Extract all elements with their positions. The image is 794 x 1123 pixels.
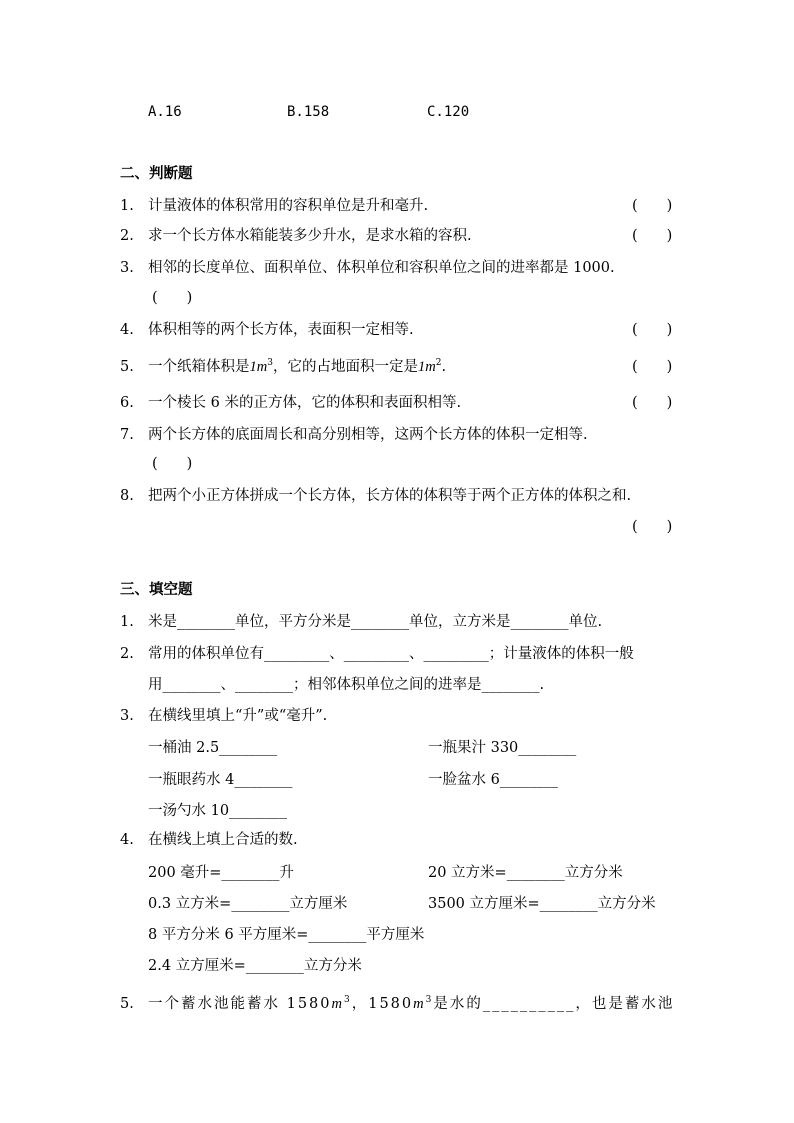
unit-m3-a: m bbox=[331, 996, 344, 1012]
fill-3-item-b[interactable]: 一瓶果汁 330________ bbox=[428, 740, 577, 756]
judge-text-5b: ，它的占地面积一定是 bbox=[272, 359, 418, 375]
judge-num-1: 1. bbox=[120, 198, 134, 214]
judge-text-8: 把两个小正方体拼成一个长方体，长方体的体积等于两个正方体的体积之和. bbox=[148, 488, 632, 504]
judge-answer-8[interactable]: ( ) bbox=[632, 519, 673, 535]
unit-m3-b: m bbox=[413, 996, 426, 1012]
judge-heading: 二、判断题 bbox=[120, 165, 193, 182]
fill-4-item-a[interactable]: 200 毫升=________升 bbox=[148, 865, 294, 881]
fill-num-3: 3. bbox=[120, 708, 134, 724]
judge-text-4: 体积相等的两个长方体，表面积一定相等. bbox=[148, 322, 414, 338]
judge-text-1: 计量液体的体积常用的容积单位是升和毫升. bbox=[148, 198, 429, 214]
fill-4-item-b[interactable]: 20 立方米=________立方分米 bbox=[428, 865, 623, 881]
fill-text-5c: 是水的__________，也是蓄水池 bbox=[433, 996, 675, 1012]
judge-answer-4[interactable]: ( ) bbox=[632, 322, 673, 338]
unit-1m3: 1m bbox=[249, 359, 268, 375]
judge-answer-1[interactable]: ( ) bbox=[632, 198, 673, 214]
judge-num-5: 5. bbox=[120, 359, 134, 375]
sup-3: 3 bbox=[267, 358, 273, 369]
fill-text-3: 在横线里填上“升”或“毫升”. bbox=[148, 708, 328, 724]
judge-num-4: 4. bbox=[120, 322, 134, 338]
fill-text-1[interactable]: 米是________单位，平方分米是________单位，立方米是________单位. bbox=[148, 614, 603, 630]
fill-3-item-c[interactable]: 一瓶眼药水 4________ bbox=[148, 772, 293, 788]
fill-num-1: 1. bbox=[120, 614, 134, 630]
judge-answer-7[interactable]: ( ) bbox=[152, 456, 193, 472]
fill-4-item-d[interactable]: 3500 立方厘米=________立方分米 bbox=[428, 896, 656, 912]
judge-num-2: 2. bbox=[120, 228, 134, 244]
unit-1m2: 1m bbox=[417, 359, 436, 375]
fill-text-2-line1[interactable]: 常用的体积单位有_________、_________、_________；计量液体的体积一般 bbox=[148, 646, 634, 662]
judge-num-8: 8. bbox=[120, 488, 134, 504]
fill-num-2: 2. bbox=[120, 646, 134, 662]
fill-num-4: 4. bbox=[120, 832, 134, 848]
judge-text-7: 两个长方体的底面周长和高分别相等，这两个长方体的体积一定相等. bbox=[148, 427, 588, 443]
judge-text-5 bbox=[148, 357, 446, 377]
judge-num-7: 7. bbox=[120, 427, 134, 443]
judge-answer-3[interactable]: ( ) bbox=[152, 290, 193, 306]
fill-text-5[interactable] bbox=[148, 994, 674, 1014]
fill-text-4: 在横线上填上合适的数. bbox=[148, 832, 298, 848]
judge-text-5c: . bbox=[441, 359, 447, 375]
fill-num-5: 5. bbox=[120, 996, 134, 1012]
sup-3-a: 3 bbox=[344, 995, 352, 1006]
choice-a: A.16 bbox=[148, 104, 182, 120]
judge-text-2: 求一个长方体水箱能装多少升水，是求水箱的容积. bbox=[148, 228, 472, 244]
judge-text-6: 一个棱长 6 米的正方体，它的体积和表面积相等. bbox=[148, 395, 462, 411]
fill-text-5b: ，1580 bbox=[351, 996, 414, 1012]
judge-num-3: 3. bbox=[120, 260, 134, 276]
fill-text-2-line2[interactable]: 用________、________；相邻体积单位之间的进率是________. bbox=[148, 677, 545, 693]
fill-3-item-d[interactable]: 一脸盆水 6________ bbox=[428, 772, 558, 788]
fill-heading: 三、填空题 bbox=[120, 581, 193, 598]
fill-text-5a: 一个蓄水池能蓄水 1580 bbox=[148, 996, 332, 1012]
fill-4-item-f[interactable]: 2.4 立方厘米=________立方分米 bbox=[148, 958, 362, 974]
judge-answer-6[interactable]: ( ) bbox=[632, 395, 673, 411]
judge-text-3: 相邻的长度单位、面积单位、体积单位和容积单位之间的进率都是 1000. bbox=[148, 260, 615, 276]
fill-4-item-e[interactable]: 8 平方分米 6 平方厘米=________平方厘米 bbox=[148, 927, 425, 943]
judge-answer-2[interactable]: ( ) bbox=[632, 228, 673, 244]
choice-b: B.158 bbox=[287, 104, 330, 120]
choice-c: C.120 bbox=[427, 104, 470, 120]
judge-text-5a: 一个纸箱体积是 bbox=[148, 359, 250, 375]
sup-2: 2 bbox=[435, 358, 442, 369]
sup-3-b: 3 bbox=[425, 995, 434, 1006]
judge-num-6: 6. bbox=[120, 395, 134, 411]
fill-4-item-c[interactable]: 0.3 立方米=________立方厘米 bbox=[148, 896, 348, 912]
judge-answer-5[interactable]: ( ) bbox=[632, 359, 673, 375]
fill-3-item-a[interactable]: 一桶油 2.5________ bbox=[148, 740, 278, 756]
fill-3-item-e[interactable]: 一汤勺水 10________ bbox=[148, 803, 288, 819]
